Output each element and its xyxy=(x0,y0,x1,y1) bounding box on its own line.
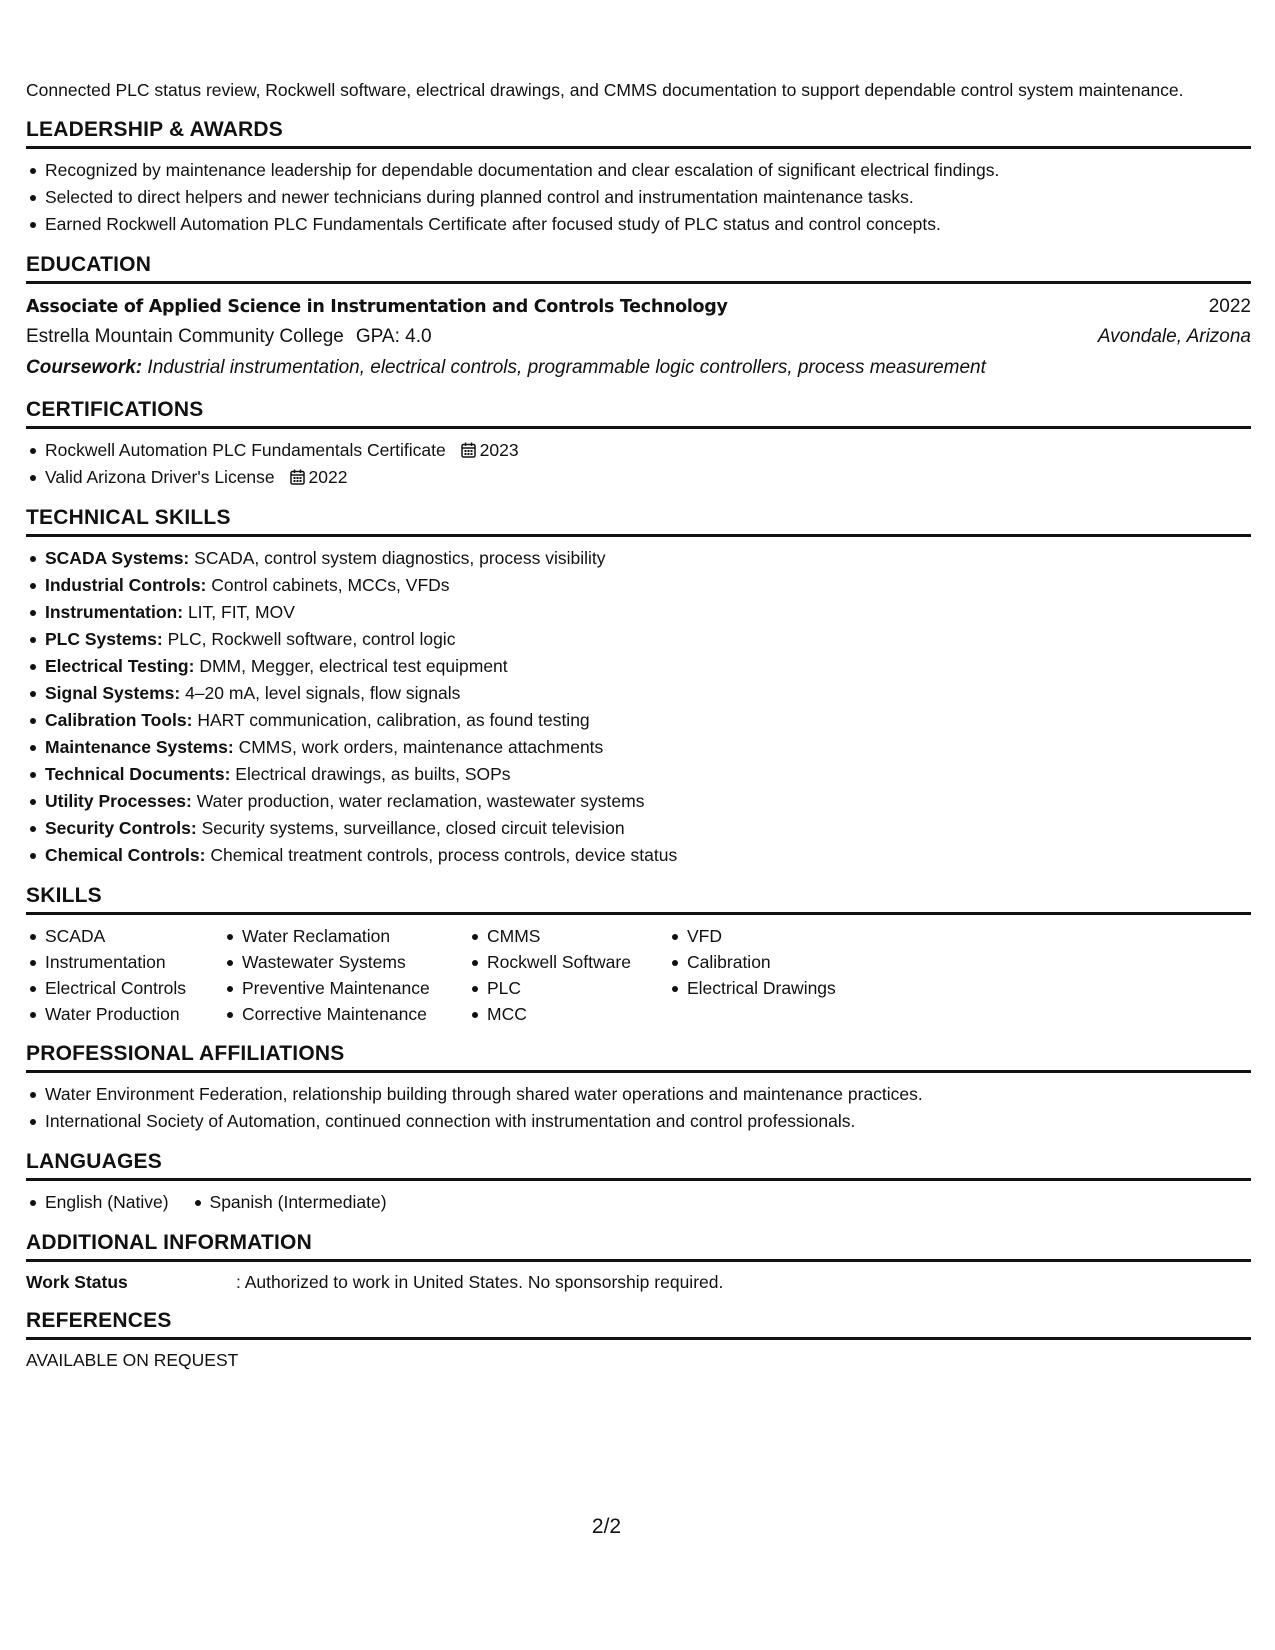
certification-year: 2022 xyxy=(308,467,348,487)
list-item: Water Reclamation xyxy=(223,923,468,949)
languages-list xyxy=(26,1189,1251,1216)
skill-values: Chemical treatment controls, process controls, device status xyxy=(210,845,678,865)
degree-title: Associate of Applied Science in Instrumentation and Controls Technology xyxy=(26,297,728,317)
list-item xyxy=(26,545,1251,572)
references-heading: REFERENCES xyxy=(26,1307,1251,1340)
list-item: International Society of Automation, continued connection with instrumentation and control professionals. xyxy=(26,1108,1251,1135)
list-item: Earned Rockwell Automation PLC Fundamentals Certificate after focused study of PLC status and control concepts. xyxy=(26,211,1251,238)
leadership-heading: LEADERSHIP & AWARDS xyxy=(26,116,1251,149)
list-item xyxy=(26,788,1251,815)
list-item xyxy=(26,842,1251,869)
school-name: Estrella Mountain Community College xyxy=(26,326,344,347)
skill-category: Security Controls: xyxy=(45,818,197,838)
list-item xyxy=(26,761,1251,788)
skill-category: Instrumentation: xyxy=(45,602,184,622)
languages-heading: LANGUAGES xyxy=(26,1148,1251,1181)
list-item: MCC xyxy=(468,1001,668,1027)
languages-section xyxy=(26,1148,1251,1216)
skills-column xyxy=(223,923,468,1027)
certifications-section xyxy=(26,396,1251,491)
skill-values: HART communication, calibration, as found testing xyxy=(197,710,590,730)
coursework-label: Coursework: xyxy=(26,357,143,378)
technical-skills-list xyxy=(26,545,1251,869)
list-item: CMMS xyxy=(468,923,668,949)
education-degree-row xyxy=(26,292,1251,322)
skill-values: Control cabinets, MCCs, VFDs xyxy=(211,575,450,595)
work-status-row xyxy=(26,1270,1251,1294)
list-item: Water Environment Federation, relationship building through shared water operations and maintenance practices. xyxy=(26,1081,1251,1108)
skills-heading: SKILLS xyxy=(26,882,1251,915)
list-item: Recognized by maintenance leadership for dependable documentation and clear escalation of significant electrical findings. xyxy=(26,157,1251,184)
list-item: Calibration xyxy=(668,949,888,975)
education-school-row xyxy=(26,322,1251,352)
skill-category: Utility Processes: xyxy=(45,791,192,811)
technical-skills-section xyxy=(26,504,1251,869)
references-section xyxy=(26,1307,1251,1372)
list-item xyxy=(26,815,1251,842)
list-item xyxy=(26,734,1251,761)
list-item xyxy=(26,572,1251,599)
calendar-icon xyxy=(461,442,476,458)
list-item xyxy=(26,707,1251,734)
calendar-icon xyxy=(290,469,305,485)
list-item: English (Native) xyxy=(26,1189,169,1216)
page-number: 2/2 xyxy=(591,1515,622,1538)
skills-column xyxy=(468,923,668,1027)
skill-category: Calibration Tools: xyxy=(45,710,193,730)
skills-column xyxy=(668,923,888,1027)
skill-category: Industrial Controls: xyxy=(45,575,207,595)
leadership-list xyxy=(26,157,1251,238)
skill-category: Signal Systems: xyxy=(45,683,181,703)
additional-info-heading: ADDITIONAL INFORMATION xyxy=(26,1229,1251,1262)
skill-values: Security systems, surveillance, closed circuit television xyxy=(201,818,625,838)
affiliations-heading: PROFESSIONAL AFFILIATIONS xyxy=(26,1040,1251,1073)
skill-category: Technical Documents: xyxy=(45,764,231,784)
skill-category: PLC Systems: xyxy=(45,629,163,649)
education-heading: EDUCATION xyxy=(26,251,1251,284)
resume-page xyxy=(26,78,1251,1385)
list-item xyxy=(26,464,1251,491)
skill-values: PLC, Rockwell software, control logic xyxy=(167,629,456,649)
skill-values: Electrical drawings, as builts, SOPs xyxy=(235,764,511,784)
technical-skills-heading: TECHNICAL SKILLS xyxy=(26,504,1251,537)
certification-name: Valid Arizona Driver's License xyxy=(45,467,275,487)
leadership-section xyxy=(26,116,1251,238)
list-item: Selected to direct helpers and newer technicians during planned control and instrumentation maintenance tasks. xyxy=(26,184,1251,211)
list-item xyxy=(26,626,1251,653)
coursework-line xyxy=(26,352,1251,383)
skill-values: DMM, Megger, electrical test equipment xyxy=(199,656,508,676)
skill-category: Chemical Controls: xyxy=(45,845,206,865)
list-item: Electrical Controls xyxy=(26,975,223,1001)
list-item xyxy=(26,653,1251,680)
skill-values: Water production, water reclamation, wastewater systems xyxy=(196,791,645,811)
skill-category: Maintenance Systems: xyxy=(45,737,234,757)
skill-values: SCADA, control system diagnostics, process visibility xyxy=(194,548,606,568)
list-item: Rockwell Software xyxy=(468,949,668,975)
list-item: Preventive Maintenance xyxy=(223,975,468,1001)
gpa-value: GPA: 4.0 xyxy=(355,326,432,347)
skill-category: Electrical Testing: xyxy=(45,656,195,676)
school-line xyxy=(26,322,432,352)
references-text: AVAILABLE ON REQUEST xyxy=(26,1350,239,1370)
additional-info-section xyxy=(26,1229,1251,1294)
skills-column xyxy=(26,923,223,1027)
list-item: Electrical Drawings xyxy=(668,975,888,1001)
list-item xyxy=(26,437,1251,464)
skill-values: LIT, FIT, MOV xyxy=(187,602,295,622)
list-item: VFD xyxy=(668,923,888,949)
education-section xyxy=(26,251,1251,383)
list-item: Instrumentation xyxy=(26,949,223,975)
list-item: PLC xyxy=(468,975,668,1001)
certifications-heading: CERTIFICATIONS xyxy=(26,396,1251,429)
work-status-label: Work Status xyxy=(26,1272,128,1292)
certification-year: 2023 xyxy=(479,440,519,460)
skills-grid xyxy=(26,923,1251,1027)
list-item xyxy=(26,599,1251,626)
affiliations-list xyxy=(26,1081,1251,1135)
list-item: SCADA xyxy=(26,923,223,949)
skill-values: 4–20 mA, level signals, flow signals xyxy=(185,683,461,703)
skill-category: SCADA Systems: xyxy=(45,548,190,568)
list-item: Water Production xyxy=(26,1001,223,1027)
list-item xyxy=(26,680,1251,707)
affiliations-section xyxy=(26,1040,1251,1135)
list-item: Corrective Maintenance xyxy=(223,1001,468,1027)
skills-section xyxy=(26,882,1251,1027)
experience-summary-text: Connected PLC status review, Rockwell software, electrical drawings, and CMMS documentation to support dependable control system maintenance. xyxy=(26,80,1184,100)
list-item: Wastewater Systems xyxy=(223,949,468,975)
graduation-year: 2022 xyxy=(1208,296,1251,317)
list-item: Spanish (Intermediate) xyxy=(191,1189,387,1216)
skill-values: CMMS, work orders, maintenance attachments xyxy=(238,737,604,757)
work-status-value: : Authorized to work in United States. No sponsorship required. xyxy=(236,1272,724,1292)
coursework-text: Industrial instrumentation, electrical controls, programmable logic controllers, process measurement xyxy=(147,357,986,378)
school-location: Avondale, Arizona xyxy=(1097,326,1251,347)
certifications-list xyxy=(26,437,1251,491)
certification-name: Rockwell Automation PLC Fundamentals Certificate xyxy=(45,440,446,460)
